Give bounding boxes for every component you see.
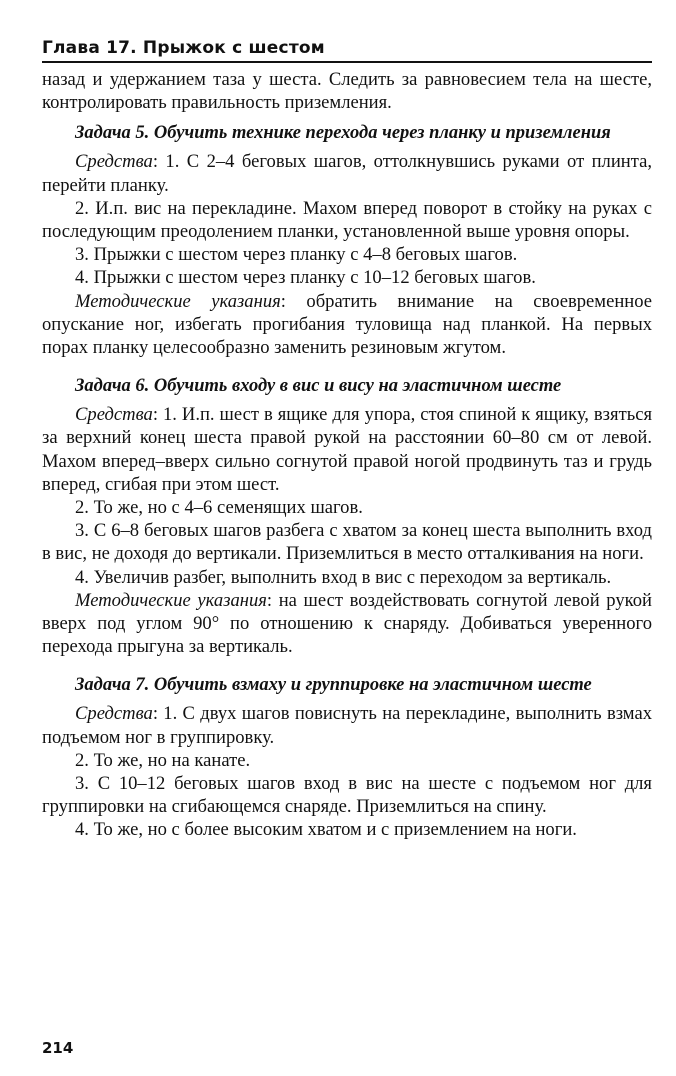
notes-text: : на шест воздействовать согнутой левой рукой вверх под углом 90° по отношению к снаряду. Добиваться уверенного перехода прыгуна за вертикаль. <box>42 589 652 658</box>
task-6-item-3: 3. С 6–8 беговых шагов разбега с хватом за конец шеста выполнить вход в вис, не доходя до вертикали. Приземлиться в место отталкивания на ноги. <box>42 520 652 565</box>
notes-text: : обратить внимание на своевременное опускание ног, избегать прогибания туловища над планкой. На первых порах планку целесообразно заменить резиновым жгутом. <box>42 290 652 359</box>
means-text: : 1. И.п. шест в ящике для упора, стоя спиной к ящику, взяться за верхний конец шеста правой рукой на расстоянии 60–80 см от левой. Махом вперед–вверх сильно согнутой правой ногой продвинуть таз и грудь вперед, сгибая при этом шест. <box>42 404 652 495</box>
means-label: Средства <box>75 404 153 426</box>
task-6-item-2: 2. То же, но с 4–6 семенящих шагов. <box>75 497 363 519</box>
task-7-section <box>42 674 652 841</box>
task-7-heading: Задача 7. Обучить взмаху и группировке на эластичном шесте <box>75 675 592 696</box>
task-5-item-2: 2. И.п. вис на перекладине. Махом вперед поворот в стойку на руках с последующим преодолением планки, установленной выше уровня опоры. <box>42 197 652 243</box>
task-5-notes <box>42 290 652 360</box>
notes-label: Методические указания <box>75 290 281 312</box>
task-5-item-4: 4. Прыжки с шестом через планку с 10–12 беговых шагов. <box>75 267 536 289</box>
notes-label: Методические указания <box>75 589 267 611</box>
task-5-means <box>42 150 652 196</box>
task-6-item-4: 4. Увеличив разбег, выполнить вход в вис с переходом за вертикаль. <box>75 566 612 588</box>
task-7-means <box>42 702 652 748</box>
task-5-item-3: 3. Прыжки с шестом через планку с 4–8 беговых шагов. <box>75 244 518 266</box>
page-number: 214 <box>42 1039 74 1057</box>
means-label: Средства <box>75 703 153 725</box>
task-6-section <box>42 375 652 658</box>
means-text: : 1. С 2–4 беговых шагов, оттолкнувшись руками от плинта, перейти планку. <box>42 151 652 196</box>
task-5-section <box>42 122 652 359</box>
task-6-heading: Задача 6. Обучить входу в вис и вису на эластичном шесте <box>75 376 562 397</box>
task-6-means <box>42 403 652 496</box>
page-body <box>42 68 652 842</box>
chapter-header: Глава 17. Прыжок с шестом <box>42 38 652 63</box>
means-label: Средства <box>75 151 153 173</box>
task-7-item-2: 2. То же, но на канате. <box>75 749 251 771</box>
means-text: : 1. С двух шагов повиснуть на перекладине, выполнить взмах подъемом ног в группировку. <box>42 703 652 748</box>
task-7-item-3: 3. С 10–12 беговых шагов вход в вис на шесте с подъемом ног для группировки на сгибающемся снаряде. Приземлиться на спину. <box>42 773 652 818</box>
intro-paragraph: назад и удержанием таза у шеста. Следить за равновесием тела на шесте, контролировать правильность приземления. <box>42 69 652 114</box>
task-7-item-4: 4. То же, но с более высоким хватом и с приземлением на ноги. <box>75 819 577 841</box>
task-6-notes <box>42 589 652 659</box>
task-5-heading: Задача 5. Обучить технике перехода через планку и приземления <box>75 123 611 144</box>
